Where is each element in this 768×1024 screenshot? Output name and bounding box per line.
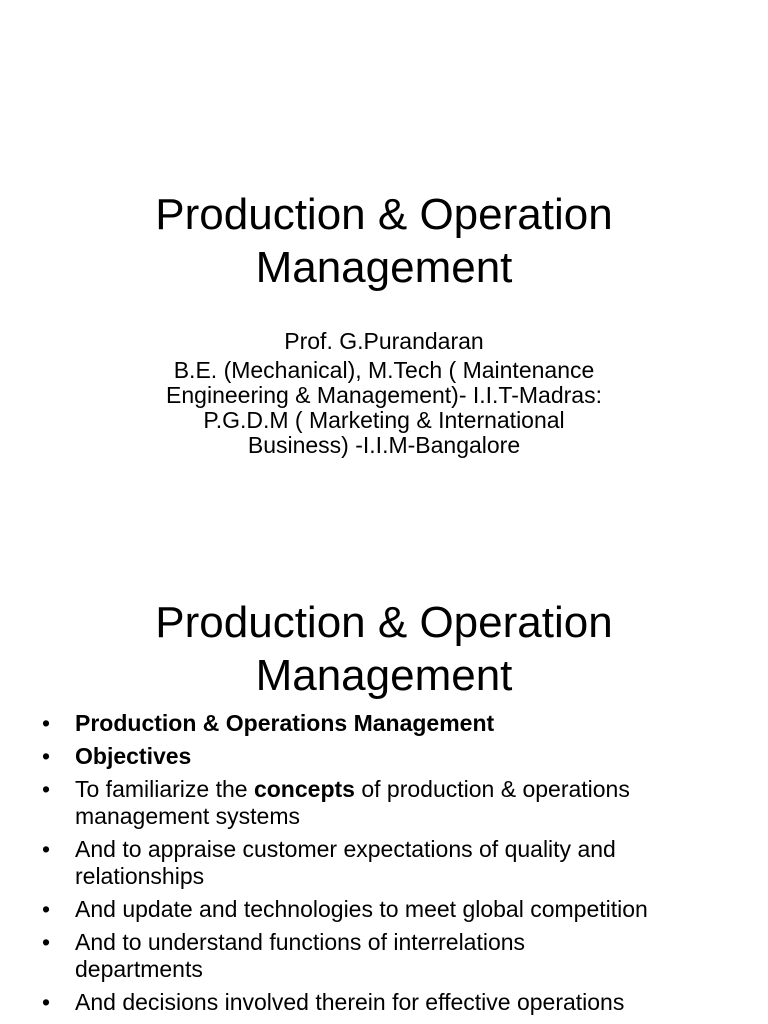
list-item-line-1: And decisions involved therein for effective operations — [75, 989, 625, 1015]
list-item — [40, 929, 740, 983]
credentials-line-1: B.E. (Mechanical), M.Tech ( Maintenance — [173, 357, 595, 383]
bullet-icon: • — [42, 896, 51, 922]
credentials-line-4: Business) -I.I.M-Bangalore — [247, 432, 521, 458]
credentials-line-3: P.G.D.M ( Marketing & International — [203, 407, 565, 433]
objectives-list — [40, 710, 740, 1016]
title-line-1: Production & Operation — [155, 190, 613, 239]
list-item — [40, 710, 740, 737]
list-item-line-1 — [75, 776, 740, 803]
author-name: Prof. G.Purandaran — [284, 328, 484, 354]
list-item-emphasis: concepts — [253, 776, 355, 802]
slide-objectives-heading — [0, 596, 768, 702]
list-item — [40, 743, 740, 770]
bullet-icon: • — [42, 743, 51, 769]
title-line-1: Production & Operation — [155, 598, 613, 647]
bullet-icon: • — [42, 929, 51, 955]
list-item — [40, 836, 740, 890]
bullet-icon: • — [42, 776, 51, 802]
bullet-icon: • — [42, 989, 51, 1015]
list-item-text: of production & operations — [354, 776, 630, 802]
list-item-line-2: departments — [75, 956, 203, 982]
list-item-line-1: And to understand functions of interrelations — [75, 929, 526, 955]
list-item-text: Production & Operations Management — [75, 710, 495, 736]
title-line-2: Management — [255, 243, 513, 292]
author-block — [0, 326, 768, 458]
list-item-line-1: And update and technologies to meet global competition — [75, 896, 648, 922]
list-item-text: To familiarize the — [75, 776, 254, 802]
slide-objectives — [0, 576, 768, 1024]
list-item-text: Objectives — [75, 743, 192, 769]
list-item-line-2: relationships — [75, 863, 205, 889]
list-item-line-2: management systems — [75, 803, 300, 829]
slide-title-heading — [0, 188, 768, 294]
list-item-line-1: And to appraise customer expectations of quality and — [75, 836, 616, 862]
list-item — [40, 776, 740, 830]
bullet-icon: • — [42, 710, 51, 736]
list-item — [40, 989, 740, 1016]
list-item — [40, 896, 740, 923]
credentials-line-2: Engineering & Management)- I.I.T-Madras: — [166, 382, 602, 408]
bullet-icon: • — [42, 836, 51, 862]
title-line-2: Management — [255, 651, 513, 700]
